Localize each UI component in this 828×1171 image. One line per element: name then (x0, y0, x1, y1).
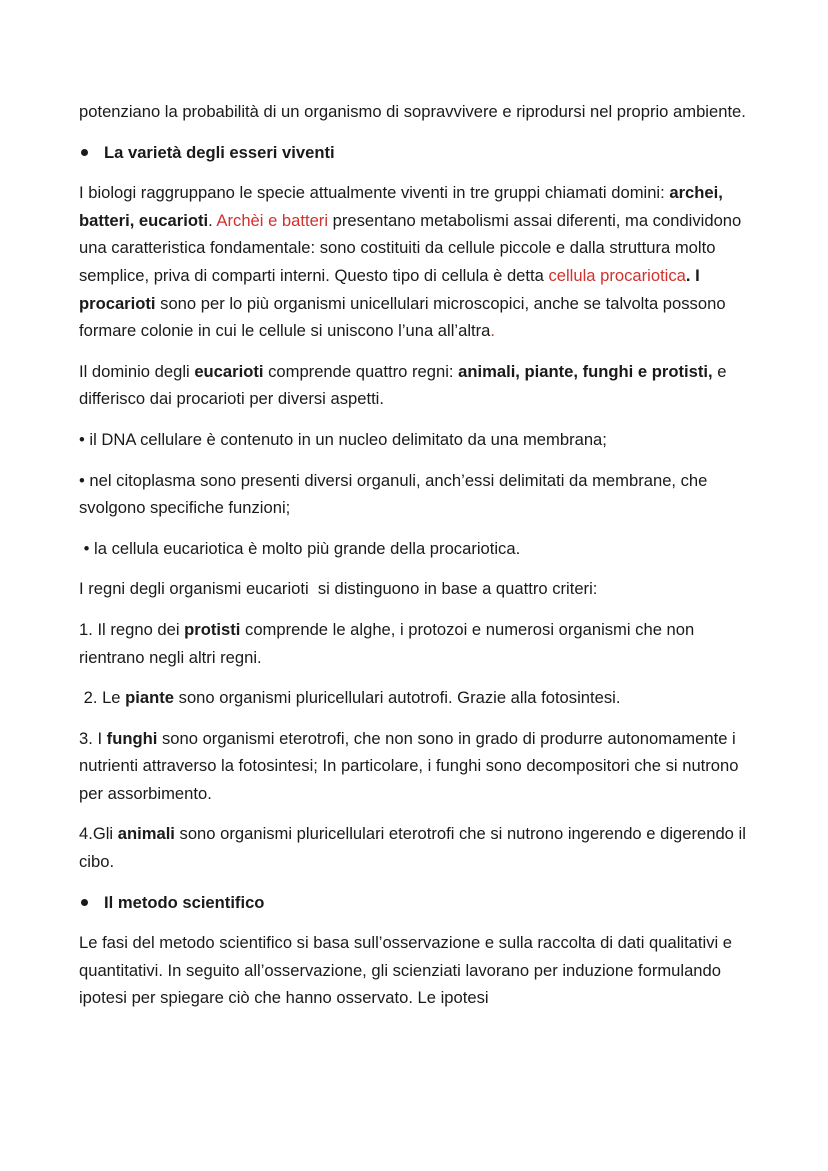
intro-paragraph (79, 98, 749, 126)
bold-run: animali (117, 824, 175, 844)
bullet-icon (81, 149, 88, 156)
text-run: e differisco dai procarioti per diversi aspetti. (79, 361, 727, 409)
bold-run: animali, piante, funghi e protisti, (458, 361, 713, 381)
highlight-run: Archèi e batteri (216, 210, 329, 230)
highlight-run: cellula procariotica (548, 265, 686, 285)
bold-run: funghi (106, 728, 158, 748)
criteria-item (79, 725, 749, 808)
bold-run: piante (125, 688, 175, 708)
text-run: 4.Gli (79, 824, 118, 844)
section-heading-text: Il metodo scientifico (104, 892, 265, 912)
paragraph-eucarioti (79, 358, 749, 413)
text-run: 2. Le (79, 688, 126, 708)
text-run: comprende quattro regni: (263, 361, 459, 381)
text-run: sono organismi pluricellulari eterotrofi che si nutrono ingerendo e digerendo il cibo. (79, 824, 746, 872)
text-run: 3. I (79, 728, 107, 748)
bold-run: archei, batteri, eucarioti (79, 183, 723, 230)
list-item: • il DNA cellulare è contenuto in un nucleo delimitato da una membrana; (79, 429, 607, 449)
list-item: • nel citoplasma sono presenti diversi organuli, anch’essi delimitati da membrane, che svolgono specifiche funzioni; (79, 470, 708, 518)
bold-run: protisti (184, 619, 241, 639)
text-run: sono organismi eterotrofi, che non sono in grado di produrre autonomamente i nutrienti attraverso la fotosintesi; In particolare, i funghi sono decompositori che si nutrono per assorbimento. (79, 728, 739, 803)
section-heading-varieta (79, 139, 749, 167)
text-run: Il dominio degli (79, 361, 195, 381)
criteria-item (79, 616, 749, 671)
bold-run: . I procarioti (79, 265, 700, 313)
highlight-run: . (490, 321, 495, 341)
bold-run: eucarioti (194, 361, 264, 381)
text-run: sono per lo più organismi unicellulari microscopici, anche se talvolta possono formare colonie in cui le cellule si uniscono l’una all’altra (79, 293, 726, 341)
section-heading-metodo (79, 889, 749, 917)
paragraph-domini (79, 179, 749, 345)
document-page (79, 98, 749, 1025)
intro-text: potenziano la probabilità di un organismo di sopravvivere e riprodursi nel proprio ambiente (79, 102, 742, 121)
text-run: sono organismi pluricellulari autotrofi. Grazie alla fotosintesi. (174, 688, 621, 708)
paragraph-criteri: I regni degli organismi eucarioti si distinguono in base a quattro criteri: (79, 579, 598, 599)
text-run: I biologi raggruppano le specie attualmente viventi in tre gruppi chiamati domini: (79, 183, 670, 203)
text-run: 1. Il regno dei (79, 619, 185, 639)
criteria-item (79, 684, 749, 712)
paragraph-metodo: Le fasi del metodo scientifico si basa sull’osservazione e sulla raccolta di dati qualitativi e quantitativi. In seguito all’osservazione, gli scienziati lavorano per induzione formulando ipotesi per spiegare ciò che hanno osservato. Le ipotesi (79, 933, 733, 1008)
text-run: comprende le alghe, i protozoi e numerosi organismi che non rientrano negli altri regni. (79, 619, 695, 667)
bullet-icon (81, 899, 88, 906)
text-run: . (208, 210, 217, 230)
criteria-item (79, 820, 749, 875)
section-heading-text: La varietà degli esseri viventi (104, 142, 335, 162)
intro-end: . (741, 102, 746, 121)
list-item: • la cellula eucariotica è molto più grande della procariotica. (79, 538, 521, 558)
text-run: presentano metabolismi assai diferenti, ma condividono una caratteristica fondamentale: sono costituiti da cellule piccole e dalla struttura molto semplice, priva di comparti interni. Questo tipo di cellula è detta (79, 210, 742, 285)
